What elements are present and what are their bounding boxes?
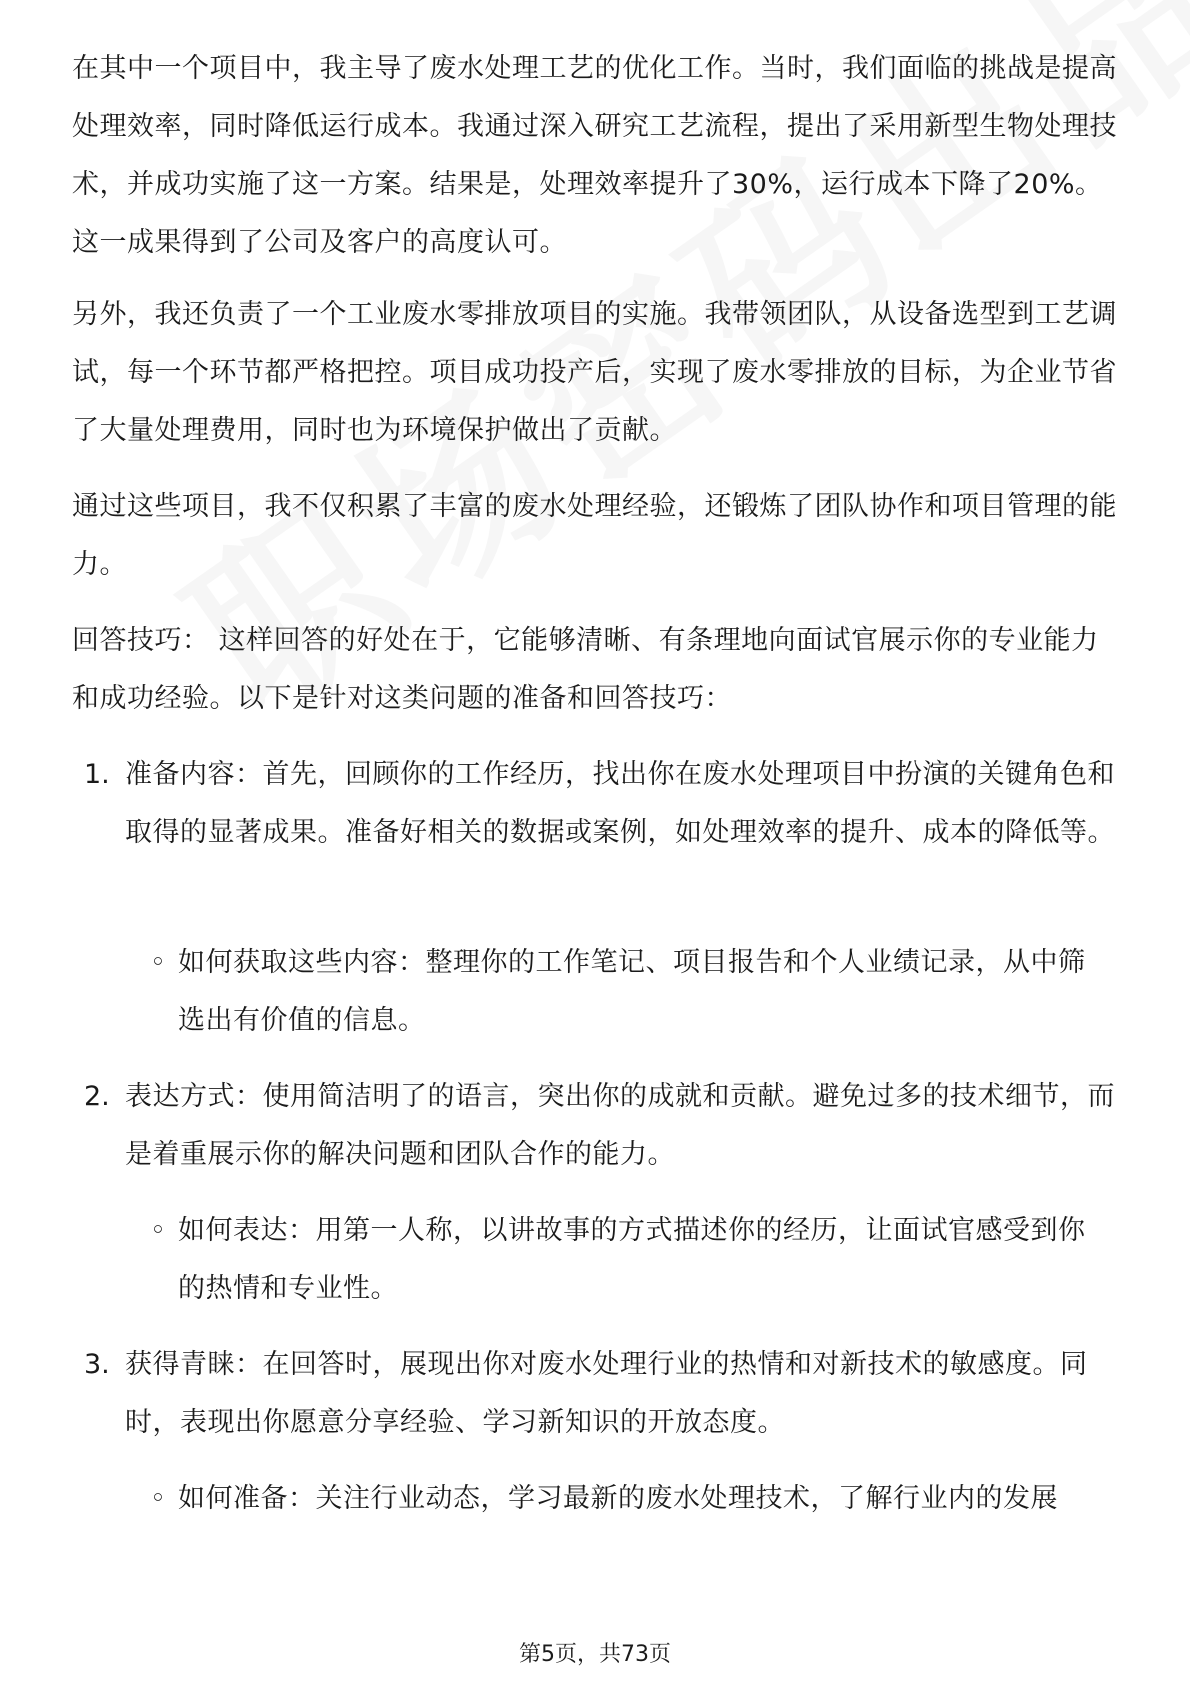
sub-item-3: [150, 1470, 1110, 1528]
bullet-icon: ◦: [150, 947, 166, 978]
sub-item-2: [150, 1202, 1110, 1318]
sub-item-1: [150, 934, 1110, 1050]
list-number: 2.: [84, 1081, 110, 1112]
list-item-text: 表达方式：使用简洁明了的语言，突出你的成就和贡献。避免过多的技术细节，而是着重展示你的解决问题和团队合作的能力。: [125, 1081, 1115, 1170]
paragraph-summary: 通过这些项目，我不仅积累了丰富的废水处理经验，还锻炼了团队协作和项目管理的能力。: [72, 491, 1117, 580]
list-item-2: [72, 1068, 1122, 1184]
list-number: 1.: [84, 759, 110, 790]
list-item-1: [72, 746, 1122, 862]
list-number: 3.: [84, 1349, 110, 1380]
page-number-footer: 第5页，共73页: [519, 1642, 671, 1667]
sub-item-text: 如何表达：用第一人称，以讲故事的方式描述你的经历，让面试官感受到你的热情和专业性。: [178, 1215, 1086, 1304]
bullet-icon: ◦: [150, 1215, 166, 1246]
paragraph-zero-discharge: 另外，我还负责了一个工业废水零排放项目的实施。我带领团队，从设备选型到工艺调试，每一个环节都严格把控。项目成功投产后，实现了废水零排放的目标，为企业节省了大量处理费用，同时也为环境保护做出了贡献。: [72, 299, 1117, 446]
list-item-text: 获得青睐：在回答时，展现出你对废水处理行业的热情和对新技术的敏感度。同时，表现出你愿意分享经验、学习新知识的开放态度。: [125, 1349, 1088, 1438]
list-item-3: [72, 1336, 1122, 1452]
sub-item-text: 如何获取这些内容：整理你的工作笔记、项目报告和个人业绩记录，从中筛选出有价值的信息。: [178, 947, 1086, 1036]
bullet-icon: ◦: [150, 1483, 166, 1514]
paragraph-project-optimization: 在其中一个项目中，我主导了废水处理工艺的优化工作。当时，我们面临的挑战是提高处理效率，同时降低运行成本。我通过深入研究工艺流程，提出了采用新型生物处理技术，并成功实施了这一方案。结果是，处理效率提升了30%，运行成本下降了20%。这一成果得到了公司及客户的高度认可。: [72, 53, 1117, 258]
paragraph-answer-tips: 回答技巧： 这样回答的好处在于，它能够清晰、有条理地向面试官展示你的专业能力和成功经验。以下是针对这类问题的准备和回答技巧：: [72, 625, 1099, 714]
list-item-text: 准备内容：首先，回顾你的工作经历，找出你在废水处理项目中扮演的关键角色和取得的显著成果。准备好相关的数据或案例，如处理效率的提升、成本的降低等。: [125, 759, 1115, 848]
sub-item-text: 如何准备：关注行业动态，学习最新的废水处理技术，了解行业内的发展: [178, 1483, 1058, 1514]
